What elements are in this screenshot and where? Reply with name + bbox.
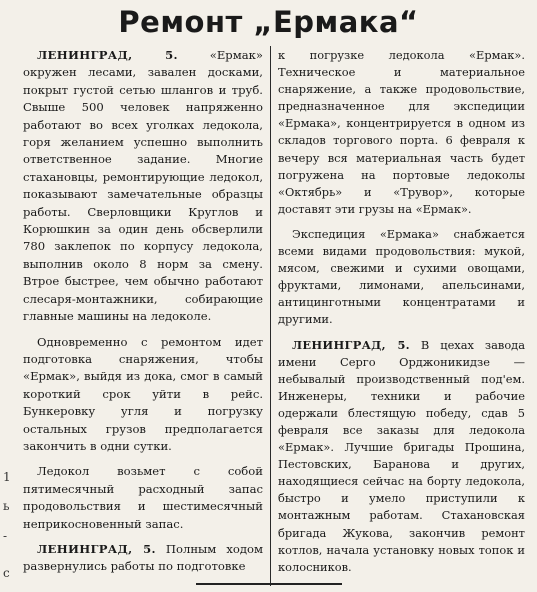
- paragraph-text: Полным ходом развернулись работы по подготовке: [23, 541, 263, 574]
- paragraph-gap: [23, 533, 263, 541]
- article-paragraph: [23, 334, 263, 456]
- dateline: ЛЕНИНГРАД, 5.: [37, 541, 156, 556]
- dateline: ЛЕНИНГРАД, 5.: [292, 337, 410, 352]
- right-column: [278, 47, 525, 576]
- column-divider: [270, 46, 271, 586]
- article-paragraph: [278, 337, 525, 576]
- edge-mark: -: [3, 529, 8, 543]
- dateline: ЛЕНИНГРАД, 5.: [37, 48, 178, 62]
- article-paragraph: [278, 47, 525, 218]
- paragraph-gap: [23, 326, 263, 334]
- footer-rule: [196, 583, 342, 585]
- edge-mark: ь: [3, 499, 10, 513]
- paragraph-gap: [278, 329, 525, 337]
- paragraph-text: В цехах завода имени Серго Орджоникидзе — небывалый производственный под'ем. Инженеры, техники и рабочие одержали блестящую победу, сдав 5 февраля все заказы для ледокола «Ермак». Лучшие бригады Прошина, Пестовских, Баранова и других, находящиеся сейчас на борту ледокола, быстро и умело приступили к монтажным работам. Стахановская бригада Жукова, закончив ремонт котлов, начала установку новых топок и колосников.: [278, 337, 525, 574]
- paragraph-text: Экспедиция «Ермака» снабжается всеми видами продовольствия: мукой, мясом, свежими и сухими овощами, фруктами, лимонами, апельсинами, антицинготными концентратами и другими.: [278, 226, 525, 327]
- left-column: [23, 47, 263, 576]
- paragraph-text: Одновременно с ремонтом идет подготовка снаряжения, чтобы «Ермак», выйдя из дока, смог в самый короткий срок уйти в рейс. Бункеровку угля и погрузку остальных грузов предполагается закончить в одни сутки.: [23, 334, 263, 453]
- paragraph-text: к погрузке ледокола «Ермак». Техническое и материальное снаряжение, а также продовольствие, предназначенное для экспедиции «Ермака», концентрируется в одном из складов торгового порта. 6 февраля к вечеру вся материальная часть будет погружена на портовые ледоколы «Октябрь» и «Трувор», которые доставят эти грузы на «Ермак».: [278, 48, 525, 216]
- paragraph-text: Ледокол возьмет с собой пятимесячный расходный запас продовольствия и шестимесячный неприкосновенный запас.: [23, 464, 263, 531]
- article-paragraph: [23, 541, 263, 576]
- edge-mark: с: [3, 566, 10, 580]
- paragraph-gap: [278, 218, 525, 226]
- article-paragraph: [278, 226, 525, 329]
- headline: Ремонт „Ермака“: [118, 5, 419, 39]
- paragraph-text: «Ермак» окружен лесами, завален досками, покрыт густой сетью шлангов и труб. Свыше 500 человек напряженно работают во всех уголках ледокола, горя желанием успешно выполнить ответственное задание. Многие стахановцы, ремонтирующие ледокол, показывают замечательные образцы работы. Сверловщики Круглов и Корюшкин за один день обсверлили 780 заклепок по корпусу ледокола, выполнив около 8 норм за смену. Втрое быстрее, чем обычно работают слесаря-монтажники, собирающие главные машины на ледоколе.: [23, 48, 263, 324]
- article-paragraph: [23, 47, 263, 326]
- paragraph-gap: [23, 455, 263, 463]
- article-paragraph: [23, 463, 263, 533]
- edge-mark: 1: [3, 470, 11, 484]
